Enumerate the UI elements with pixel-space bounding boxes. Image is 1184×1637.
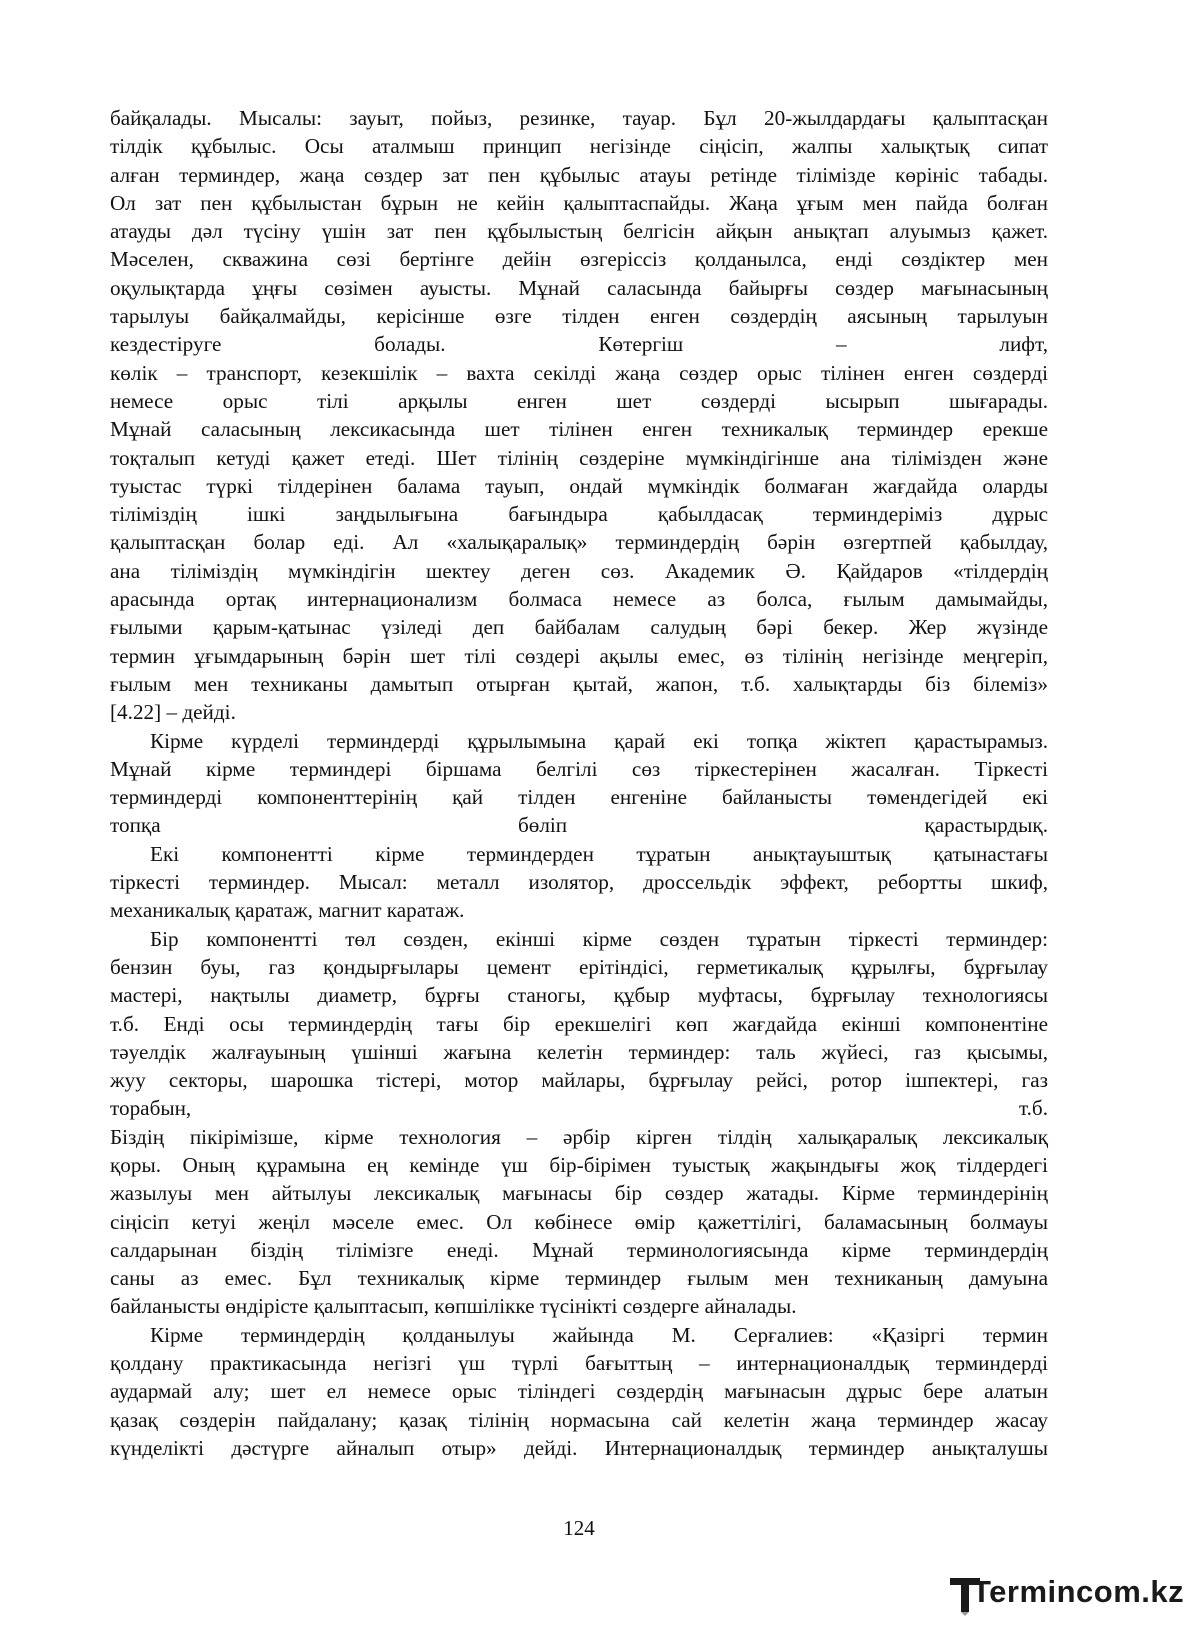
text-line: Ол зат пен құбылыстан бұрын не кейін қалыптаспайды. Жаңа ұғым мен пайда болған: [110, 190, 1048, 215]
text-line: тарылуы байқалмайды, керісінше өзге тілден енген сөздердің аясының тарылуын: [110, 304, 1048, 329]
text-line: мастері, нақтылы диаметр, бұрғы станогы, құбыр муфтасы, бұрғылау технологиясы: [110, 983, 1048, 1008]
termincom-watermark[interactable]: [948, 1568, 1184, 1623]
text-line: қазақ сөздерін пайдалану; қазақ тілінің нормасына сай келетін жаңа терминдер жасау: [110, 1407, 1048, 1432]
paragraph-2: [110, 727, 1048, 840]
text-line: қоры. Оның құрамына ең кемінде үш бір-бірімен туыстық жақындығы жоқ тілдердегі: [110, 1152, 1048, 1177]
text-line: ғылыми қарым-қатынас үзіледі деп байбалам салудың бәрі бекер. Жер жүзінде: [110, 615, 1048, 640]
text-line: қолдану практикасында негізгі үш түрлі бағыттың – интернационалдық терминдерді: [110, 1351, 1048, 1376]
text-line: оқулықтарда ұңғы сөзімен ауысты. Мұнай саласында байырғы сөздер мағынасының: [110, 275, 1048, 300]
text-line: алған терминдер, жаңа сөздер зат пен құбылыс атауы ретінде тілімізде көрініс табады.: [110, 162, 1048, 187]
document-body: [110, 104, 1048, 1462]
text-line: Мұнай саласының лексикасында шет тілінен енген техникалық терминдер ерекше: [110, 417, 1048, 442]
text-line: күнделікті дәстүрге айналып отыр» дейді. Интернационалдық терминдер анықталушы: [110, 1435, 1048, 1460]
text-line: тоқталып кетуді қажет етеді. Шет тілінің сөздеріне мүмкіндігінше ана тілімізден және: [110, 445, 1048, 470]
text-line: механикалық қаратаж, магнит каратаж.: [110, 898, 465, 923]
text-line: салдарынан біздің тілімізге енеді. Мұнай терминологиясында кірме терминдердің: [110, 1237, 1048, 1262]
text-line: туыстас түркі тілдерінен балама тауып, ондай мүмкіндік болмаған жағдайда оларды: [110, 473, 1048, 498]
text-line: кездестіруге болады. Көтергіш – лифт,: [110, 332, 1048, 357]
text-line: саны аз емес. Бұл техникалық кірме терминдер ғылым мен техниканың дамуына: [110, 1266, 1048, 1291]
text-line: Біздің пікірімізше, кірме технология – әрбір кірген тілдің халықаралық лексикалық: [110, 1124, 1048, 1149]
text-line: жазылуы мен айтылуы лексикалық мағынасы бір сөздер жатады. Кірме терминдерінің: [110, 1181, 1048, 1206]
text-line: немесе орыс тілі арқылы енген шет сөздерді ысырып шығарады.: [110, 388, 1048, 413]
text-line: [4.22] – дейді.: [110, 700, 236, 725]
text-line: тіркесті терминдер. Мысал: металл изолятор, дроссельдік эффект, ребортты шкиф,: [110, 870, 1048, 895]
page-number: 124: [563, 1516, 595, 1540]
text-line: Кірме терминдердің қолданылуы жайында М. Серғалиев: «Қазіргі термин: [150, 1322, 1048, 1347]
text-line: Мұнай кірме терминдері біршама белгілі сөз тіркестерінен жасалған. Тіркесті: [110, 756, 1048, 781]
watermark-text: Termincom.kz: [972, 1574, 1184, 1609]
text-line: атауды дәл түсіну үшін зат пен құбылыстың белгісін айқын анықтап алуымыз қажет.: [110, 219, 1048, 244]
text-line: торабын, т.б.: [110, 1096, 1048, 1121]
text-line: байланысты өндірісте қалыптасып, көпшілікке түсінікті сөздерге айналады.: [110, 1294, 797, 1319]
text-line: сіңісіп кетуі жеңіл мәселе емес. Ол көбінесе өмір қажеттілігі, баламасының болмауы: [110, 1209, 1048, 1234]
text-line: Мәселен, скважина сөзі бертінге дейін өзгеріссіз қолданылса, енді сөздіктер мен: [110, 247, 1048, 272]
text-line: ана тіліміздің мүмкіндігін шектеу деген сөз. Академик Ә. Қайдаров «тілдердің: [110, 558, 1048, 583]
text-line: ғылым мен техниканы дамытып отырған қытай, жапон, т.б. халықтарды біз білеміз»: [110, 671, 1048, 696]
paragraph-4: [110, 925, 1048, 1321]
text-line: топқа бөліп қарастырдық.: [110, 813, 1048, 838]
text-line: арасында ортақ интернационализм болмаса немесе аз болса, ғылым дамымайды,: [110, 587, 1048, 612]
text-line: Бір компонентті төл сөзден, екінші кірме сөзден тұратын тіркесті терминдер:: [150, 926, 1048, 951]
text-line: Екі компонентті кірме терминдерден тұратын анықтауыштық қатынастағы: [150, 841, 1048, 866]
text-line: термин ұғымдарының бәрін шет тілі сөздері ақылы емес, өз тілінің негізінде меңгеріп,: [110, 643, 1048, 668]
text-line: бензин буы, газ қондырғылары цемент ерітіндісі, герметикалық құрылғы, бұрғылау: [110, 954, 1048, 979]
text-line: тәуелдік жалғауының үшінші жағына келетін терминдер: таль жүйесі, газ қысымы,: [110, 1039, 1048, 1064]
text-line: терминдерді компоненттерінің қай тілден енгеніне байланысты төмендегідей екі: [110, 785, 1048, 810]
text-line: т.б. Енді осы терминдердің тағы бір ерекшелігі көп жағдайда екінші компонентіне: [110, 1011, 1048, 1036]
text-line: тіліміздің ішкі заңдылығына бағындыра қабылдасақ терминдеріміз дұрыс: [110, 502, 1048, 527]
text-line: тілдік құбылыс. Осы аталмыш принцип негізінде сіңісіп, жалпы халықтық сипат: [110, 134, 1048, 159]
text-line: көлік – транспорт, кезекшілік – вахта секілді жаңа сөздер орыс тілінен енген сөздерді: [110, 360, 1048, 385]
paragraph-3: [110, 840, 1048, 925]
text-line: байқалады. Мысалы: зауыт, пойыз, резинке, тауар. Бұл 20-жылдардағы қалыптасқан: [110, 106, 1048, 130]
text-line: аудармай алу; шет ел немесе орыс тіліндегі сөздердің мағынасын дұрыс бере алатын: [110, 1379, 1048, 1404]
paragraph-5: [110, 1321, 1048, 1462]
text-line: Кірме күрделі терминдерді құрылымына қарай екі топқа жіктеп қарастырамыз.: [150, 728, 1048, 753]
text-line: қалыптасқан болар еді. Ал «халықаралық» терминдердің бәрін өзгертпей қабылдау,: [110, 530, 1048, 555]
paragraph-1: [110, 104, 1048, 727]
text-line: жуу секторы, шарошка тістері, мотор майлары, бұрғылау рейсі, ротор ішпектері, газ: [110, 1068, 1048, 1093]
